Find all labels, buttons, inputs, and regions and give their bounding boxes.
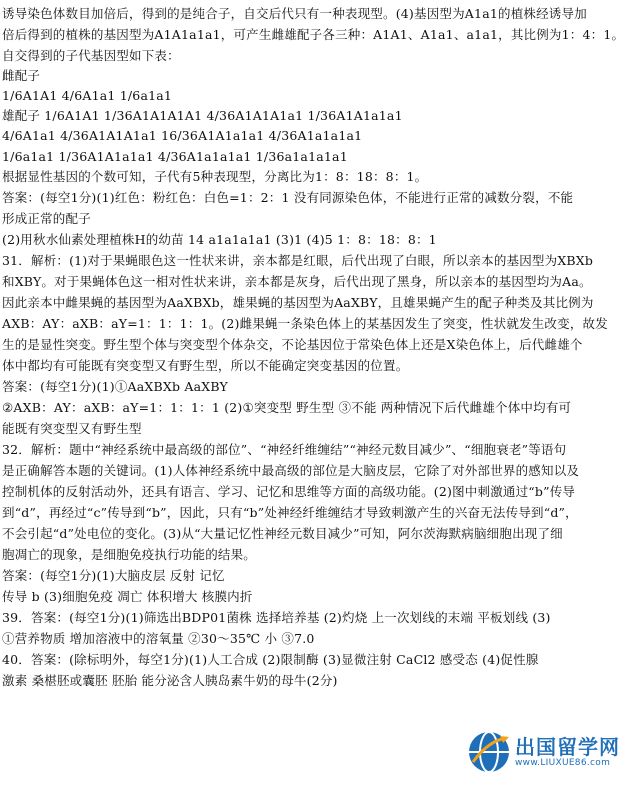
text-line: 不会引起“d”处电位的变化。(3)从“大量记忆性神经元数目减少”可知，阿尔茨海默病脑细胞出现了细: [2, 526, 563, 541]
table-row: 雄配子 1/6A1A1 1/36A1A1A1A1 4/36A1A1A1a1 1/36A1A1a1a1: [2, 108, 403, 123]
text-line: ②AXB：AY：aXB：aY=1：1：1：1 (2)①突变型 野生型 ③不能 两种情况下后代雌雄个体中均有可: [2, 400, 572, 415]
watermark-url: www.LIUXUE86.com: [515, 758, 611, 768]
text-line: (2)用秋水仙素处理植株H的幼苗 14 a1a1a1a1 (3)1 (4)5 1：8：18：8：1: [2, 232, 437, 247]
table-row: 4/6A1a1 4/36A1A1A1a1 16/36A1A1a1a1 4/36A1a1a1a1: [2, 128, 363, 143]
table-row: 1/6a1a1 1/36A1A1a1a1 4/36A1a1a1a1 1/36a1a1a1a1: [2, 149, 348, 164]
text-line: 答案：(每空1分)(1)大脑皮层 反射 记忆: [2, 568, 225, 583]
text-line: 和XBY。对于果蝇体色这一相对性状来讲，亲本都是灰身，后代出现了黑身，所以亲本的基因型均为Aa。: [2, 274, 592, 289]
text-line: 32．解析：题中“神经系统中最高级的部位”、“神经纤维缠结”“神经元数目减少”、“细胞衰老”等语句: [2, 442, 567, 457]
text-line: ①营养物质 增加溶液中的溶氧量 ②30～35℃ 小 ③7.0: [2, 631, 315, 646]
text-line: 答案：(每空1分)(1)红色：粉红色：白色=1：2：1 没有同源染色体，不能进行正常的减数分裂，不能: [2, 190, 574, 205]
text-line: 诱导染色体数目加倍后，得到的是纯合子，自交后代只有一种表现型。(4)基因型为A1a1的植株经诱导加: [2, 6, 587, 21]
globe-airplane-logo-icon: [467, 730, 511, 774]
text-line: 31．解析：(1)对于果蝇眼色这一性状来讲，亲本都是红眼，后代出现了白眼，所以亲本的基因型为XBXb: [2, 253, 594, 268]
watermark-name: 出国留学网: [515, 735, 620, 759]
text-line: 体中都均有可能既有突变型又有野生型，所以不能确定突变基因的位置。: [2, 358, 409, 373]
watermark: [467, 728, 637, 776]
text-line: 是正确解答本题的关键词。(1)人体神经系统中最高级的部位是大脑皮层，它除了对外部世界的感知以及: [2, 463, 580, 478]
text-line: 控制机体的反射活动外，还具有语言、学习、记忆和思维等方面的高级功能。(2)图中刺激通过“b”传导: [2, 484, 576, 499]
text-line: 能既有突变型又有野生型: [2, 421, 142, 436]
text-line: 形成正常的配子: [2, 211, 91, 226]
table-header-female: 雌配子: [2, 68, 41, 83]
text-line: AXB：AY：aXB：aY=1：1：1：1。(2)雌果蝇一条染色体上的某基因发生了突变，性状就发生改变，故发: [2, 316, 608, 331]
text-line: 生的是显性突变。野生型个体与突变型个体杂交，不论基因位于常染色体上还是X染色体上，后代雌雄个: [2, 337, 583, 352]
text-line: 39．答案：(每空1分)(1)筛选出BDP01菌株 选择培养基 (2)灼烧 上一次划线的末端 平板划线 (3): [2, 610, 551, 625]
text-line: 答案：(每空1分)(1)①AaXBXb AaXBY: [2, 379, 228, 394]
text-line: 自交得到的子代基因型如下表：: [2, 48, 180, 63]
text-line: 胞凋亡的现象，是细胞免疫执行功能的结果。: [2, 547, 257, 562]
text-line: 传导 b (3)细胞免疫 凋亡 体积增大 核膜内折: [2, 589, 253, 604]
text-line: 到“d”，再经过“c”传导到“b”，因此，只有“b”处神经纤维缠结才导致刺激产生的兴奋无法传导到“d”，: [2, 505, 578, 520]
table-row: 1/6A1A1 4/6A1a1 1/6a1a1: [2, 88, 173, 103]
text-line: 根据显性基因的个数可知，子代有5种表现型，分离比为1：8：18：8：1。: [2, 169, 428, 184]
text-line: 倍后得到的植株的基因型为A1A1a1a1，可产生雌雄配子各三种：A1A1、A1a1、a1a1，其比例为1：4：1。: [2, 27, 625, 42]
text-line: 因此亲本中雌果蝇的基因型为AaXBXb，雄果蝇的基因型为AaXBY，且雄果蝇产生的配子种类及其比例为: [2, 295, 594, 310]
text-line: 激素 桑椹胚或囊胚 胚胎 能分泌含人胰岛素牛奶的母牛(2分): [2, 673, 338, 688]
text-line: 40．答案：(除标明外，每空1分)(1)人工合成 (2)限制酶 (3)显微注射 CaCl2 感受态 (4)促性腺: [2, 652, 539, 667]
